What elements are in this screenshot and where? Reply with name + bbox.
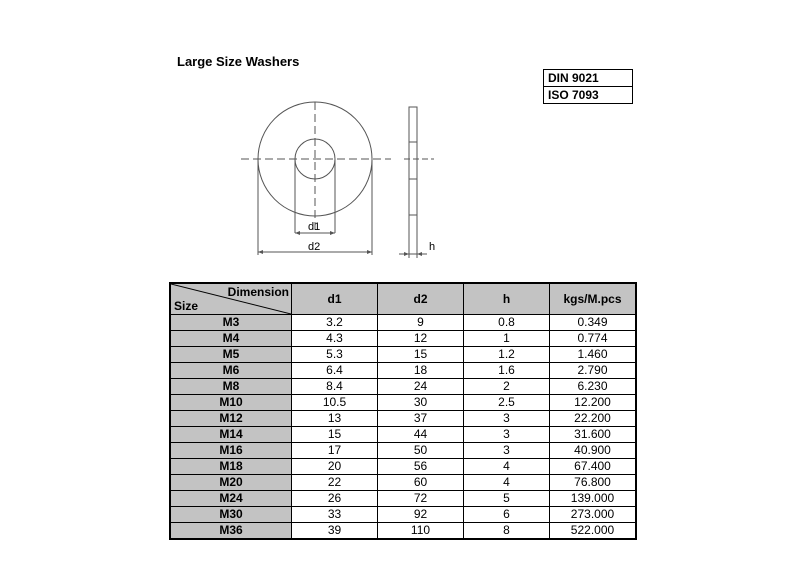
- size-cell: M5: [170, 347, 292, 363]
- d1-cell: 17: [292, 443, 378, 459]
- washer-side-view: [409, 107, 417, 215]
- table-row: [170, 315, 636, 331]
- h-label: h: [429, 241, 436, 253]
- d2-cell: 30: [378, 395, 464, 411]
- d1-cell: 3.2: [292, 315, 378, 331]
- size-cell: M30: [170, 507, 292, 523]
- weight-cell: 6.230: [550, 379, 637, 395]
- h-cell: 1.6: [464, 363, 550, 379]
- table-row: [170, 363, 636, 379]
- d2-cell: 18: [378, 363, 464, 379]
- d2-cell: 72: [378, 491, 464, 507]
- d1-cell: 6.4: [292, 363, 378, 379]
- d1-cell: 10.5: [292, 395, 378, 411]
- weight-cell: 12.200: [550, 395, 637, 411]
- table-row: [170, 523, 636, 540]
- h-cell: 0.8: [464, 315, 550, 331]
- d1-arrow-right: [330, 231, 335, 235]
- h-arrow-left: [404, 252, 409, 256]
- h-cell: 3: [464, 411, 550, 427]
- size-cell: M24: [170, 491, 292, 507]
- standards-box: [543, 69, 633, 104]
- table-row: [170, 427, 636, 443]
- size-cell: M14: [170, 427, 292, 443]
- d1-arrow-left: [295, 231, 300, 235]
- d2-cell: 56: [378, 459, 464, 475]
- weight-cell: 1.460: [550, 347, 637, 363]
- header-d1: d1: [292, 283, 378, 315]
- h-cell: 5: [464, 491, 550, 507]
- table-header-row: [170, 283, 636, 315]
- d1-cell: 22: [292, 475, 378, 491]
- size-cell: M16: [170, 443, 292, 459]
- d1-cell: 4.3: [292, 331, 378, 347]
- h-cell: 4: [464, 459, 550, 475]
- d2-cell: 9: [378, 315, 464, 331]
- weight-cell: 139.000: [550, 491, 637, 507]
- table-row: [170, 491, 636, 507]
- d2-cell: 24: [378, 379, 464, 395]
- d1-cell: 20: [292, 459, 378, 475]
- d1-cell: 26: [292, 491, 378, 507]
- table-row: [170, 395, 636, 411]
- d1-cell: 15: [292, 427, 378, 443]
- table-row: [170, 475, 636, 491]
- weight-cell: 22.200: [550, 411, 637, 427]
- d2-arrow-right: [367, 250, 372, 254]
- d1-cell: 8.4: [292, 379, 378, 395]
- d2-cell: 15: [378, 347, 464, 363]
- page-title: Large Size Washers: [177, 54, 300, 69]
- table-body: [170, 315, 636, 540]
- dimension-label: Dimension: [227, 285, 289, 299]
- standard-din: DIN 9021: [548, 71, 599, 85]
- standard-iso: ISO 7093: [544, 86, 632, 103]
- size-cell: M12: [170, 411, 292, 427]
- d2-cell: 110: [378, 523, 464, 540]
- table-row: [170, 347, 636, 363]
- d2-cell: 50: [378, 443, 464, 459]
- header-d2: d2: [378, 283, 464, 315]
- header-h: h: [464, 283, 550, 315]
- size-cell: M36: [170, 523, 292, 540]
- d2-cell: 44: [378, 427, 464, 443]
- weight-cell: 67.400: [550, 459, 637, 475]
- h-cell: 6: [464, 507, 550, 523]
- d2-cell: 37: [378, 411, 464, 427]
- weight-cell: 273.000: [550, 507, 637, 523]
- weight-cell: 40.900: [550, 443, 637, 459]
- washer-drawing: [236, 100, 446, 260]
- h-cell: 3: [464, 443, 550, 459]
- table-row: [170, 459, 636, 475]
- table-row: [170, 507, 636, 523]
- table-row: [170, 443, 636, 459]
- d1-cell: 5.3: [292, 347, 378, 363]
- size-label: Size: [174, 299, 199, 313]
- weight-cell: 522.000: [550, 523, 637, 540]
- weight-cell: 0.774: [550, 331, 637, 347]
- weight-cell: 0.349: [550, 315, 637, 331]
- size-cell: M4: [170, 331, 292, 347]
- d2-arrow-left: [258, 250, 263, 254]
- d1-cell: 13: [292, 411, 378, 427]
- header-corner: [170, 283, 292, 315]
- weight-cell: 76.800: [550, 475, 637, 491]
- table-row: [170, 411, 636, 427]
- d2-cell: 12: [378, 331, 464, 347]
- d2-cell: 92: [378, 507, 464, 523]
- size-cell: M18: [170, 459, 292, 475]
- weight-cell: 31.600: [550, 427, 637, 443]
- d1-cell: 33: [292, 507, 378, 523]
- size-cell: M8: [170, 379, 292, 395]
- d2-label: d2: [308, 241, 321, 253]
- table-row: [170, 331, 636, 347]
- h-cell: 1.2: [464, 347, 550, 363]
- h-cell: 8: [464, 523, 550, 540]
- d1-label: d1: [308, 221, 321, 233]
- table-row: [170, 379, 636, 395]
- d2-cell: 60: [378, 475, 464, 491]
- d1-cell: 39: [292, 523, 378, 540]
- h-cell: 3: [464, 427, 550, 443]
- h-cell: 4: [464, 475, 550, 491]
- weight-cell: 2.790: [550, 363, 637, 379]
- size-cell: M10: [170, 395, 292, 411]
- size-cell: M6: [170, 363, 292, 379]
- size-cell: M20: [170, 475, 292, 491]
- h-cell: 2.5: [464, 395, 550, 411]
- h-cell: 1: [464, 331, 550, 347]
- h-cell: 2: [464, 379, 550, 395]
- header-weight: kgs/M.pcs: [550, 283, 637, 315]
- washer-spec-table: [169, 282, 637, 540]
- size-cell: M3: [170, 315, 292, 331]
